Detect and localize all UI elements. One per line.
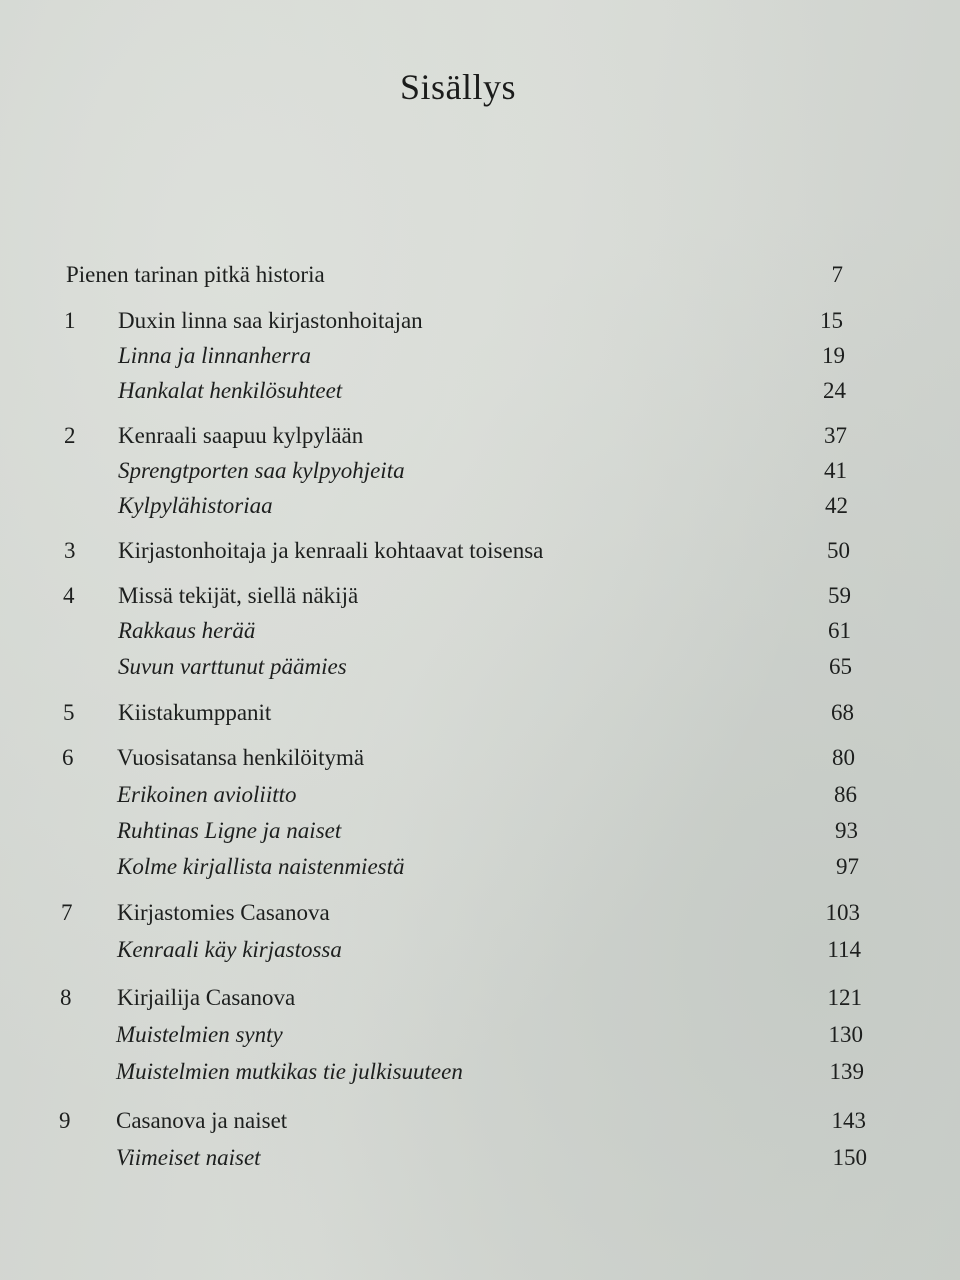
page-number: 114	[827, 937, 861, 962]
page-number: 130	[828, 1022, 863, 1047]
page-number: 97	[836, 854, 859, 879]
toc-entry	[0, 654, 960, 688]
chapter-number: 6	[62, 745, 74, 770]
section-title: Rakkaus herää	[118, 618, 256, 643]
toc-entry	[0, 493, 960, 527]
toc-entry	[0, 700, 960, 734]
chapter-number: 8	[60, 985, 72, 1010]
page-number: 24	[823, 378, 846, 403]
toc-entry	[0, 937, 960, 971]
page-number: 86	[834, 782, 857, 807]
page-number: 59	[828, 583, 851, 608]
toc-entry	[0, 818, 960, 852]
chapter-title: Pienen tarinan pitkä historia	[66, 262, 325, 287]
page-title: Sisällys	[399, 67, 517, 107]
page-number: 65	[829, 654, 852, 679]
toc-entry	[0, 378, 960, 412]
section-title: Hankalat henkilösuhteet	[118, 378, 343, 403]
chapter-title: Vuosisatansa henkilöitymä	[117, 745, 365, 770]
toc-entry	[0, 1022, 960, 1056]
section-title: Linna ja linnanherra	[118, 343, 311, 368]
chapter-number: 4	[63, 583, 75, 608]
chapter-number: 3	[64, 538, 76, 563]
chapter-title: Kiistakumppanit	[118, 700, 272, 725]
chapter-number: 1	[64, 308, 76, 333]
page-number: 19	[822, 343, 845, 368]
section-title: Kolme kirjallista naistenmiestä	[117, 854, 405, 879]
chapter-number: 5	[63, 700, 75, 725]
toc-entry	[0, 900, 960, 934]
page-number: 93	[835, 818, 858, 843]
chapter-title: Kenraali saapuu kylpylään	[118, 423, 364, 448]
page-number: 42	[825, 493, 848, 518]
chapter-number: 9	[59, 1108, 71, 1133]
section-title: Viimeiset naiset	[116, 1145, 261, 1170]
toc-entry	[0, 618, 960, 652]
chapter-number: 2	[64, 423, 76, 448]
toc-entry	[0, 1108, 960, 1142]
page-number: 68	[831, 700, 854, 725]
toc-entry	[0, 583, 960, 617]
chapter-title: Casanova ja naiset	[116, 1108, 288, 1133]
chapter-title: Duxin linna saa kirjastonhoitajan	[118, 308, 423, 333]
toc-entry	[0, 745, 960, 779]
page-number: 61	[828, 618, 851, 643]
toc-entry	[0, 854, 960, 888]
toc-entry	[0, 423, 960, 457]
toc-entry	[0, 458, 960, 492]
toc-entry	[0, 1059, 960, 1093]
page-number: 37	[824, 423, 847, 448]
section-title: Erikoinen avioliitto	[117, 782, 297, 807]
section-title: Ruhtinas Ligne ja naiset	[117, 818, 342, 843]
page-number: 139	[829, 1059, 864, 1084]
section-title: Sprengtporten saa kylpyohjeita	[118, 458, 405, 483]
page-number: 150	[832, 1145, 867, 1170]
toc-entry	[0, 262, 960, 296]
page-number: 15	[820, 308, 843, 333]
chapter-title: Kirjastonhoitaja ja kenraali kohtaavat toisensa	[118, 538, 544, 563]
toc-entry	[0, 1145, 960, 1179]
chapter-title: Kirjailija Casanova	[117, 985, 296, 1010]
page-number: 80	[832, 745, 855, 770]
section-title: Muistelmien synty	[116, 1022, 283, 1047]
page-number: 7	[831, 262, 843, 287]
chapter-title: Missä tekijät, siellä näkijä	[118, 583, 359, 608]
page-number: 121	[827, 985, 862, 1010]
section-title: Kylpylähistoriaa	[118, 493, 273, 518]
page-number: 50	[827, 538, 850, 563]
section-title: Kenraali käy kirjastossa	[117, 937, 342, 962]
page-number: 103	[825, 900, 860, 925]
section-title: Suvun varttunut päämies	[118, 654, 347, 679]
page-number: 143	[831, 1108, 866, 1133]
toc-entry	[0, 308, 960, 342]
toc-entry	[0, 538, 960, 572]
toc-entry	[0, 985, 960, 1019]
chapter-number: 7	[61, 900, 73, 925]
toc-entry	[0, 343, 960, 377]
chapter-title: Kirjastomies Casanova	[117, 900, 330, 925]
toc-entry	[0, 782, 960, 816]
page-number: 41	[824, 458, 847, 483]
section-title: Muistelmien mutkikas tie julkisuuteen	[116, 1059, 463, 1084]
